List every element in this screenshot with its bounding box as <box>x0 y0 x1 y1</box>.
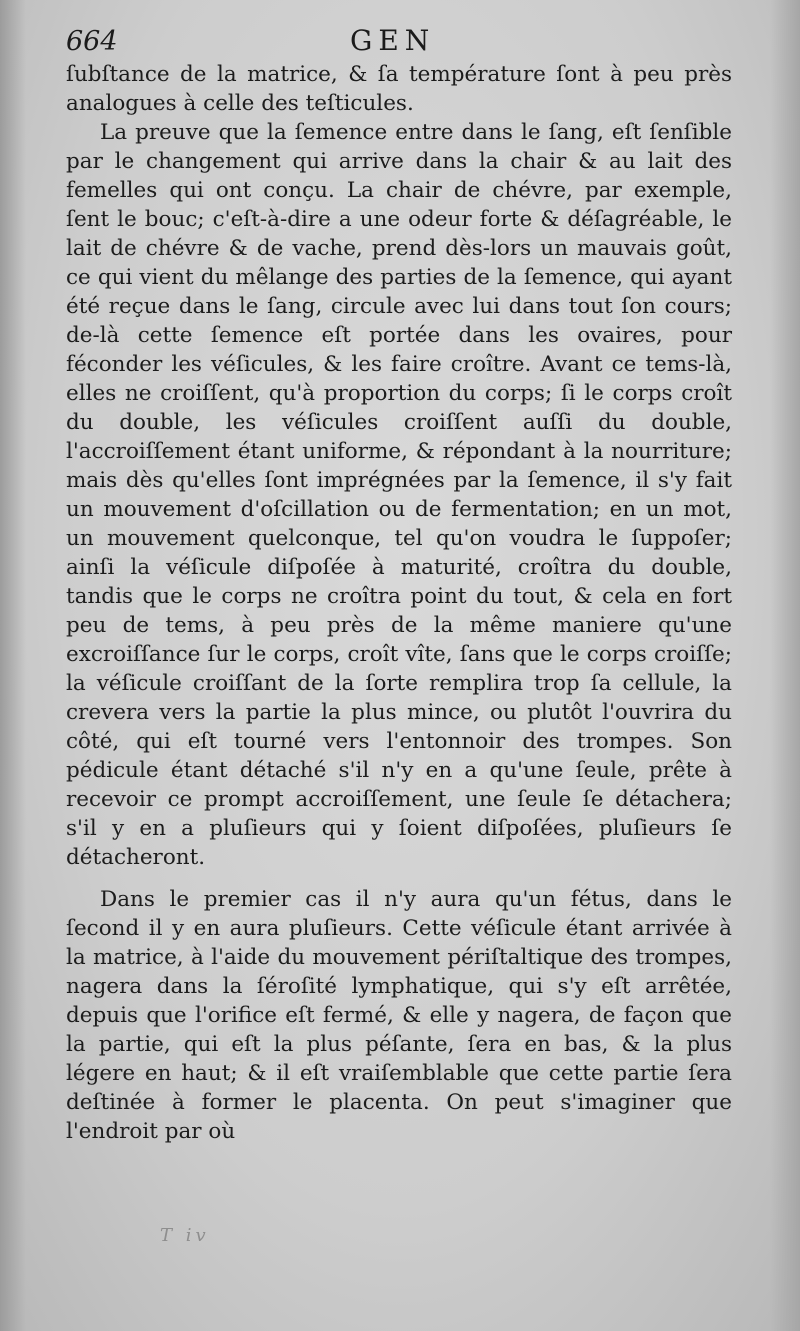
paragraph-3: Dans le premier cas il n'y aura qu'un fétus, dans le ſecond il y en aura pluſieurs. Cette véſicule étant arrivée à la matrice, à l'aide du mouvement périſtaltique des trompes, nagera dans la ſéroſité lymphatique, qui s'y eſt arrêtée, depuis que l'orifice eſt fermé, & elle y nagera, de façon que la partie, qui eſt la plus péſante, ſera en bas, & la plus légere en haut; & il eſt vraiſemblable que cette partie ſera deſtinée à former le placenta. On peut s'imaginer que l'endroit par où <box>66 887 732 1144</box>
signature-mark: T iv <box>160 1225 210 1246</box>
page-right-shadow <box>770 0 800 1331</box>
running-head: GEN <box>350 24 436 57</box>
page-left-shadow <box>0 0 26 1331</box>
page-number: 664 <box>66 26 118 57</box>
paragraph-2: La preuve que la ſemence entre dans le ſang, eſt ſenſible par le changement qui arrive dans la chair & au lait des femelles qui ont conçu. La chair de chévre, par exemple, ſent le bouc; c'eſt-à-dire a une odeur forte & déſagréable, le lait de chévre & de vache, prend dès-lors un mauvais goût, ce qui vient du mêlange des parties de la ſemence, qui ayant été reçue dans le ſang, circule avec lui dans tout ſon cours; de-là cette ſemence eſt portée dans les ovaires, pour féconder les véſicules, & les faire croître. Avant ce tems-là, elles ne croiſſent, qu'à proportion du corps; ſi le corps croît du double, les véſicules croiſſent auſſi du double, l'accroiſſement étant uniforme, & répondant à la nourriture; mais dès qu'elles ſont imprégnées par la ſemence, il s'y fait un mouvement d'oſcillation ou de fermentation; en un mot, un mouvement quelconque, tel qu'on voudra le ſuppoſer; ainſi la véſicule diſpoſée à maturité, croîtra du double, tandis que le corps ne croîtra point du tout, & cela en fort peu de tems, à peu près de la même maniere qu'une excroiſſance ſur le corps, croît vîte, ſans que le corps croiſſe; la véſicule croiſſant de la ſorte remplira trop ſa cellule, la crevera vers la partie la plus mince, ou plutôt l'ouvrira du côté, qui eſt tourné vers l'entonnoir des trompes. Son pédicule étant détaché s'il n'y en a qu'une ſeule, prête à recevoir ce prompt accroiſſement, une ſeule ſe détachera; s'il y en a pluſieurs qui y ſoient diſpoſées, pluſieurs ſe détacheront. <box>66 120 732 870</box>
paragraph-gap <box>66 872 732 885</box>
paragraph-1: ſubſtance de la matrice, & ſa température ſont à peu près analogues à celle des teſticules. <box>66 62 732 116</box>
page-header <box>66 22 732 58</box>
body-text <box>66 60 732 1146</box>
